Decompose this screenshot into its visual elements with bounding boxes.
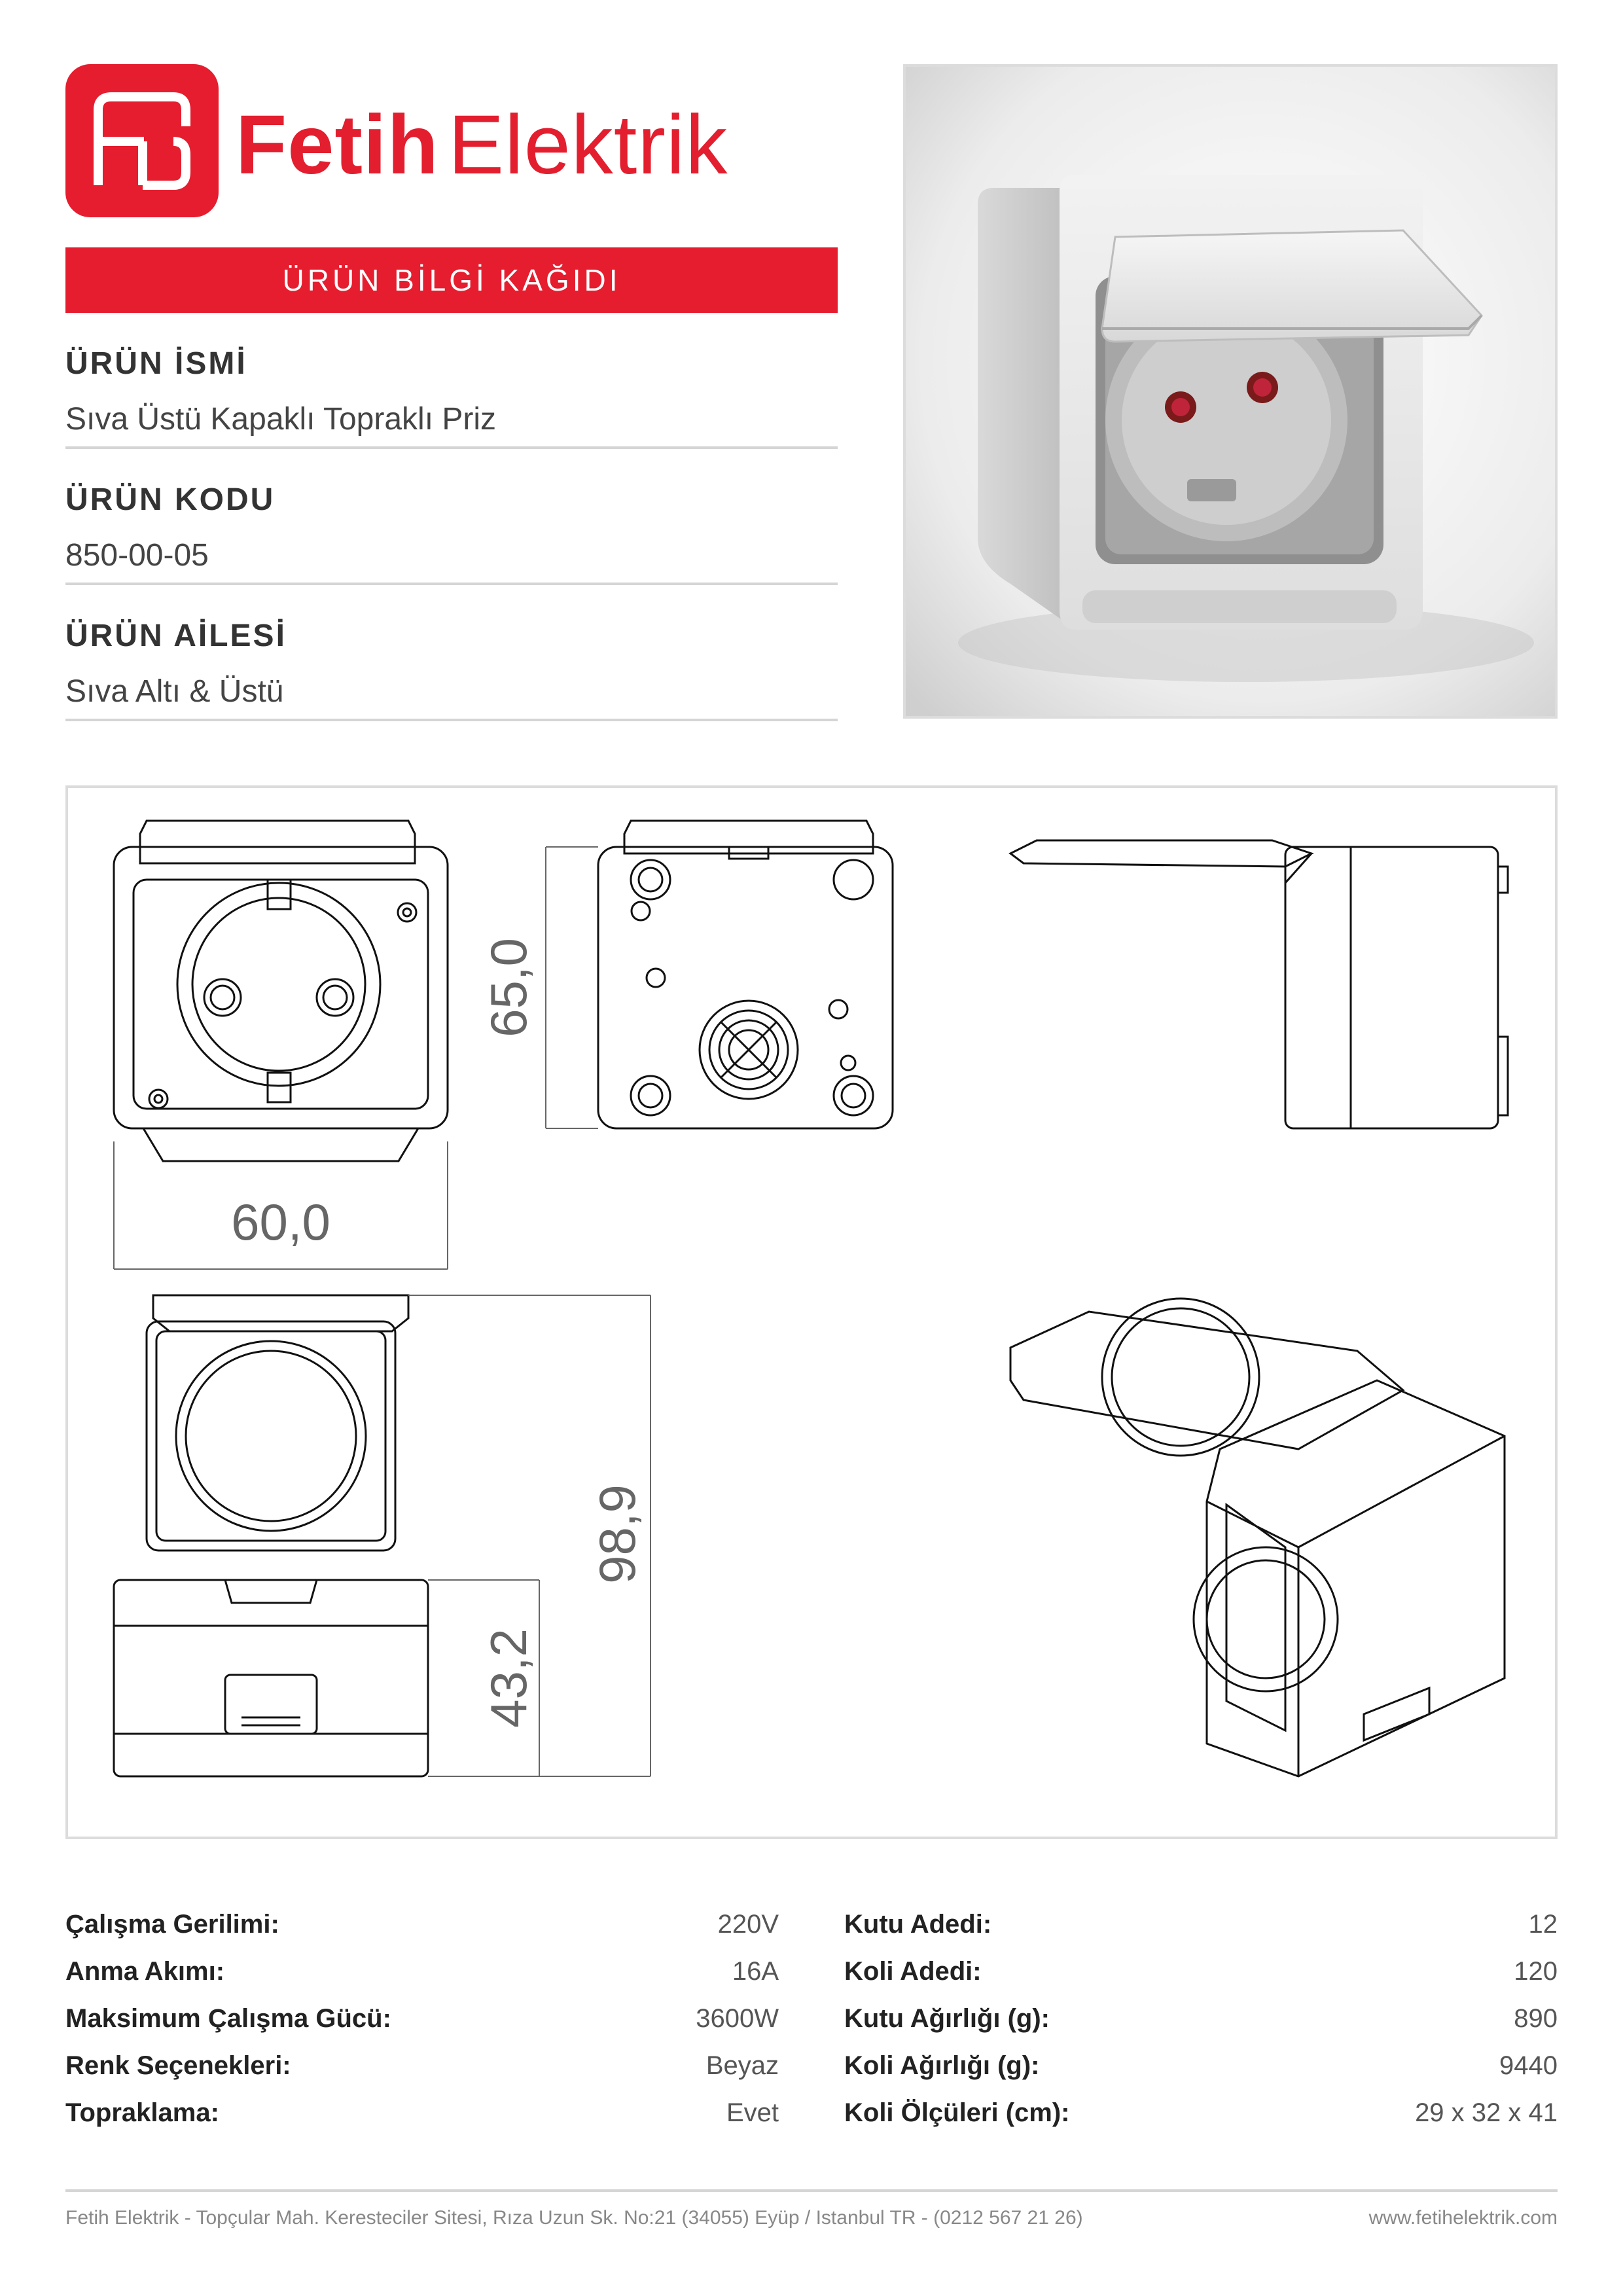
depth-dimension: 43,2 [480, 1628, 537, 1728]
product-name-value: Sıva Üstü Kapaklı Topraklı Priz [65, 401, 838, 449]
fe-monogram-icon [65, 64, 219, 217]
open-front-view [114, 1295, 428, 1776]
spec-value: 220V [717, 1910, 779, 1939]
product-name-block [65, 346, 838, 449]
product-family-block [65, 618, 838, 721]
spec-value: 16A [732, 1957, 779, 1986]
spec-label: Topraklama: [65, 2098, 219, 2127]
spec-value: Beyaz [705, 2051, 779, 2080]
spec-row [65, 2004, 779, 2034]
product-code-value: 850-00-05 [65, 537, 838, 585]
product-family-label: ÜRÜN AİLESİ [65, 619, 287, 653]
spec-label: Koli Adedi: [844, 1957, 982, 1986]
technical-drawing [65, 785, 1558, 1839]
spec-row [65, 2051, 779, 2081]
product-code-label: ÜRÜN KODU [65, 482, 276, 517]
spec-row [65, 1910, 779, 1939]
spec-row [844, 1910, 1558, 1939]
spec-row [844, 1957, 1558, 1986]
spec-value: 3600W [696, 2004, 779, 2033]
info-sheet-banner: ÜRÜN BİLGİ KAĞIDI [65, 247, 838, 313]
brand-name [236, 97, 728, 193]
spec-label: Çalışma Gerilimi: [65, 1910, 279, 1939]
spec-value: 9440 [1499, 2051, 1558, 2080]
spec-label: Maksimum Çalışma Gücü: [65, 2004, 391, 2033]
footer-website-link[interactable]: www.fetihelektrik.com [1368, 2207, 1558, 2229]
spec-value: 12 [1528, 1910, 1558, 1939]
spec-value: 890 [1514, 2004, 1558, 2033]
spec-value: 29 x 32 x 41 [1415, 2098, 1558, 2127]
product-code-block [65, 482, 838, 585]
isometric-view [1010, 1299, 1505, 1776]
brand-name-regular: Elektrik [448, 98, 728, 192]
side-view [1010, 840, 1508, 1128]
spec-row [844, 2051, 1558, 2081]
spec-label: Anma Akımı: [65, 1957, 225, 1986]
spec-label: Koli Ağırlığı (g): [844, 2051, 1040, 2080]
spec-label: Koli Ölçüleri (cm): [844, 2098, 1070, 2127]
width-dimension: 60,0 [231, 1193, 330, 1251]
spec-row [844, 2098, 1558, 2128]
product-family-value: Sıva Altı & Üstü [65, 673, 838, 721]
product-photo [903, 64, 1558, 719]
brand-logo [65, 64, 785, 217]
front-view [114, 821, 448, 1161]
rear-view [598, 821, 893, 1128]
open-height-dimension: 98,9 [588, 1484, 646, 1584]
brand-name-bold: Fetih [236, 98, 439, 192]
spec-value: Evet [726, 2098, 779, 2127]
product-name-label: ÜRÜN İSMİ [65, 346, 247, 381]
spec-value: 120 [1514, 1957, 1558, 1986]
spec-label: Kutu Ağırlığı (g): [844, 2004, 1050, 2033]
footer-address: Fetih Elektrik - Topçular Mah. Keresteciler Sitesi, Rıza Uzun Sk. No:21 (34055) Eyüp / Istanbul TR - (0212 567 21 26) [65, 2207, 1083, 2229]
spec-row [844, 2004, 1558, 2034]
spec-label: Kutu Adedi: [844, 1910, 992, 1939]
height-dimension: 65,0 [480, 938, 537, 1037]
spec-label: Renk Seçenekleri: [65, 2051, 291, 2080]
spec-row [65, 2098, 779, 2128]
spec-row [65, 1957, 779, 1986]
footer-divider [65, 2189, 1558, 2192]
